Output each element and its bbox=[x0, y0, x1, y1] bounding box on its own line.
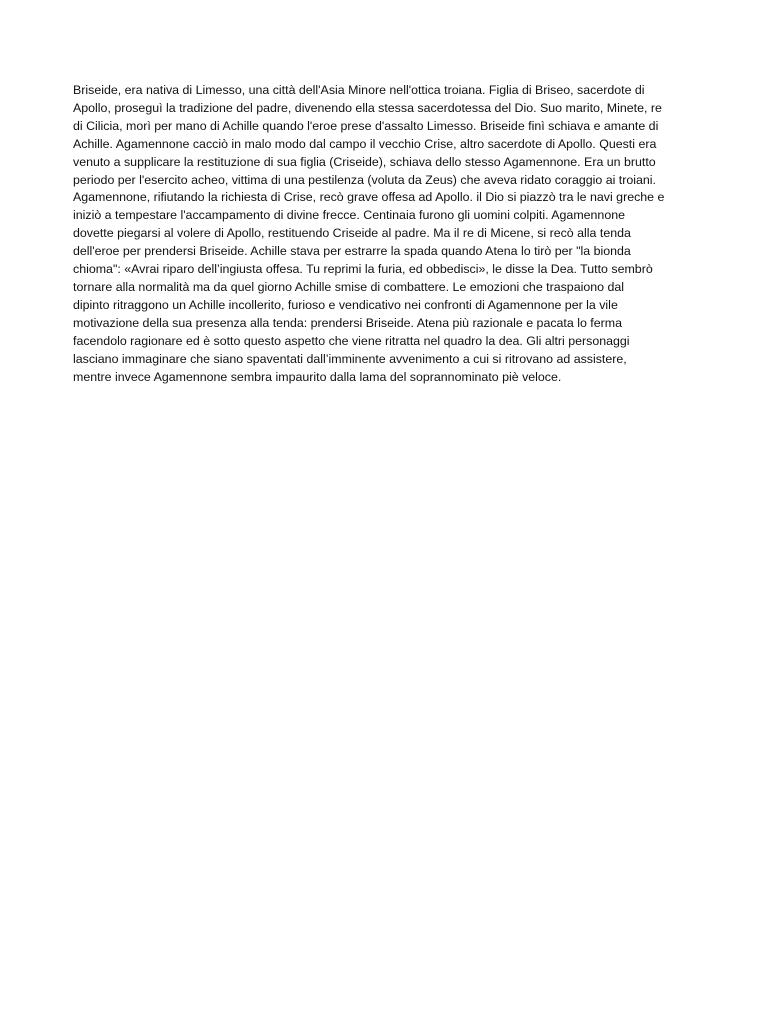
text-line: tornare alla normalità ma da quel giorno Achille smise di combattere. Le emozioni che traspaiono dal bbox=[73, 279, 624, 294]
text-line: facendolo ragionare ed è sotto questo aspetto che viene ritratta nel quadro la dea. Gli altri personaggi bbox=[73, 333, 630, 348]
text-line: dipinto ritraggono un Achille incollerito, furioso e vendicativo nei confronti di Agamennone per la vile bbox=[73, 297, 618, 312]
text-line: Agamennone, rifiutando la richiesta di Crise, recò grave offesa ad Apollo. il Dio si piazzò tra le navi greche e bbox=[73, 190, 665, 205]
body-paragraph bbox=[73, 82, 703, 386]
text-line: lasciano immaginare che siano spaventati dall’imminente avvenimento a cui si ritrovano ad assistere, bbox=[73, 351, 627, 366]
text-line: Apollo, proseguì la tradizione del padre, divenendo ella stessa sacerdotessa del Dio. Suo marito, Minete, re bbox=[73, 100, 662, 115]
text-line: mentre invece Agamennone sembra impaurito dalla lama del soprannominato piè veloce. bbox=[73, 369, 562, 384]
text-line: dovette piegarsi al volere di Apollo, restituendo Criseide al padre. Ma il re di Micene, si recò alla tenda bbox=[73, 226, 631, 241]
text-line: Briseide, era nativa di Limesso, una città dell'Asia Minore nell'ottica troiana. Figlia di Briseo, sacerdote di bbox=[73, 83, 645, 97]
text-line: chioma": «Avrai riparo dell’ingiusta offesa. Tu reprimi la furia, ed obbedisci», le disse la Dea. Tutto sembrò bbox=[73, 262, 653, 277]
text-line: motivazione della sua presenza alla tenda: prendersi Briseide. Atena più razionale e pacata lo ferma bbox=[73, 315, 622, 330]
text-line: venuto a supplicare la restituzione di sua figlia (Criseide), schiava dello stesso Agamennone. Era un brutto bbox=[73, 154, 656, 169]
text-line: iniziò a tempestare l'accampamento di divine frecce. Centinaia furono gli uomini colpiti. Agamennone bbox=[73, 208, 625, 223]
text-line: Achille. Agamennone cacciò in malo modo dal campo il vecchio Crise, altro sacerdote di Apollo. Questi era bbox=[73, 136, 657, 151]
text-line: di Cilicia, morì per mano di Achille quando l'eroe prese d'assalto Limesso. Briseide finì schiava e amante di bbox=[73, 118, 659, 133]
text-line: periodo per l'esercito acheo, vittima di una pestilenza (voluta da Zeus) che aveva ridato coraggio ai troiani. bbox=[73, 172, 656, 187]
text-line: dell'eroe per prendersi Briseide. Achille stava per estrarre la spada quando Atena lo tirò per "la bionda bbox=[73, 244, 631, 259]
